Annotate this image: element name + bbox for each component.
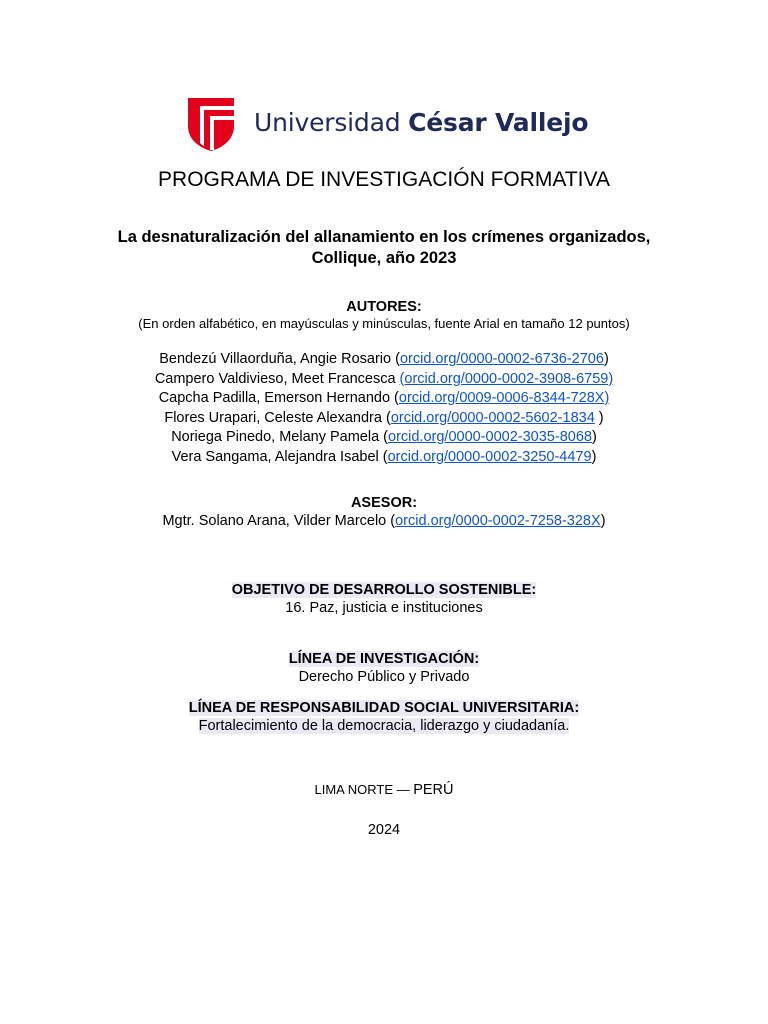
advisor-name: Mgtr. Solano Arana, Vilder Marcelo [162,513,387,529]
author-item [0,350,768,370]
authors-label: AUTORES: [346,299,422,315]
location [0,781,768,801]
thesis-title-line2: Collique, año 2023 [311,249,457,267]
advisor-item [0,512,768,532]
advisor-section [0,494,768,532]
advisor-label: ASESOR: [350,495,418,511]
orcid-prefix: ( [386,513,396,529]
thesis-title [0,227,768,268]
year: 2024 [367,822,401,838]
author-name: Noriega Pinedo, Melany Pamela [171,429,380,445]
author-item [0,428,768,448]
orcid-link[interactable]: orcid.org/0000-0002-3035-8068 [388,429,592,445]
orcid-prefix: ( [381,409,391,426]
orcid-link[interactable]: orcid.org/0000-0002-3250-4479 [387,448,592,465]
orcid-prefix: ( [378,448,388,465]
ucv-shield-logo-icon [186,96,236,152]
program-title: PROGRAMA DE INVESTIGACIÓN FORMATIVA [158,168,610,191]
author-name: Vera Sangama, Alejandra Isabel [171,448,379,465]
author-item [0,448,768,468]
sdg-value: 16. Paz, justicia e instituciones [285,600,483,616]
orcid-suffix: ) [591,429,597,445]
social-line-value: Fortalecimiento de la democracia, liderazgo y ciudadanía. [198,718,570,734]
orcid-prefix: ( [379,429,388,445]
orcid-link[interactable]: orcid.org/0000-0002-5602-1834 [390,409,595,426]
location-part1: LIMA NORTE — [314,782,414,797]
orcid-suffix: ) [591,448,597,465]
research-line-value: Derecho Público y Privado [298,669,470,685]
orcid-suffix: ) [594,409,604,426]
orcid-prefix: ( [390,390,399,406]
orcid-prefix: ( [391,351,400,367]
sdg-section [0,581,768,619]
author-name: Bendezú Villaorduña, Angie Rosario [159,351,392,367]
author-name: Flores Urapari, Celeste Alexandra [164,409,382,426]
authors-section [0,298,768,332]
university-name-part2: César Vallejo [408,107,589,137]
orcid-suffix: ) [603,351,609,367]
thesis-title-line1: La desnaturalización del allanamiento en los crímenes organizados, [117,228,651,246]
location-part2: PERÚ [413,782,454,798]
author-item [0,389,768,409]
orcid-link[interactable]: orcid.org/0000-0002-6736-2706 [399,351,604,367]
orcid-suffix: ) [600,513,606,529]
sdg-label: OBJETIVO DE DESARROLLO SOSTENIBLE: [231,582,537,598]
university-logo [186,96,588,152]
author-name: Campero Valdivieso, Meet Francesca [154,370,396,387]
social-line-section [0,699,768,737]
authors-list [0,350,768,467]
orcid-link[interactable]: (orcid.org/0000-0002-3908-6759) [399,370,614,387]
research-line-section [0,650,768,688]
university-name-part1: Universidad [254,107,409,137]
author-item [0,370,768,390]
research-line-label: LÍNEA DE INVESTIGACIÓN: [288,651,480,667]
advisor-orcid-link[interactable]: orcid.org/0000-0002-7258-328X [395,513,601,529]
authors-note: (En orden alfabético, en mayúsculas y minúsculas, fuente Arial en tamaño 12 puntos) [138,316,630,331]
author-name: Capcha Padilla, Emerson Hernando [158,390,391,406]
orcid-link[interactable]: orcid.org/0009-0006-8344-728X) [398,390,610,406]
university-name [254,108,588,137]
author-item [0,409,768,429]
social-line-label: LÍNEA DE RESPONSABILIDAD SOCIAL UNIVERSITARIA: [188,700,580,716]
